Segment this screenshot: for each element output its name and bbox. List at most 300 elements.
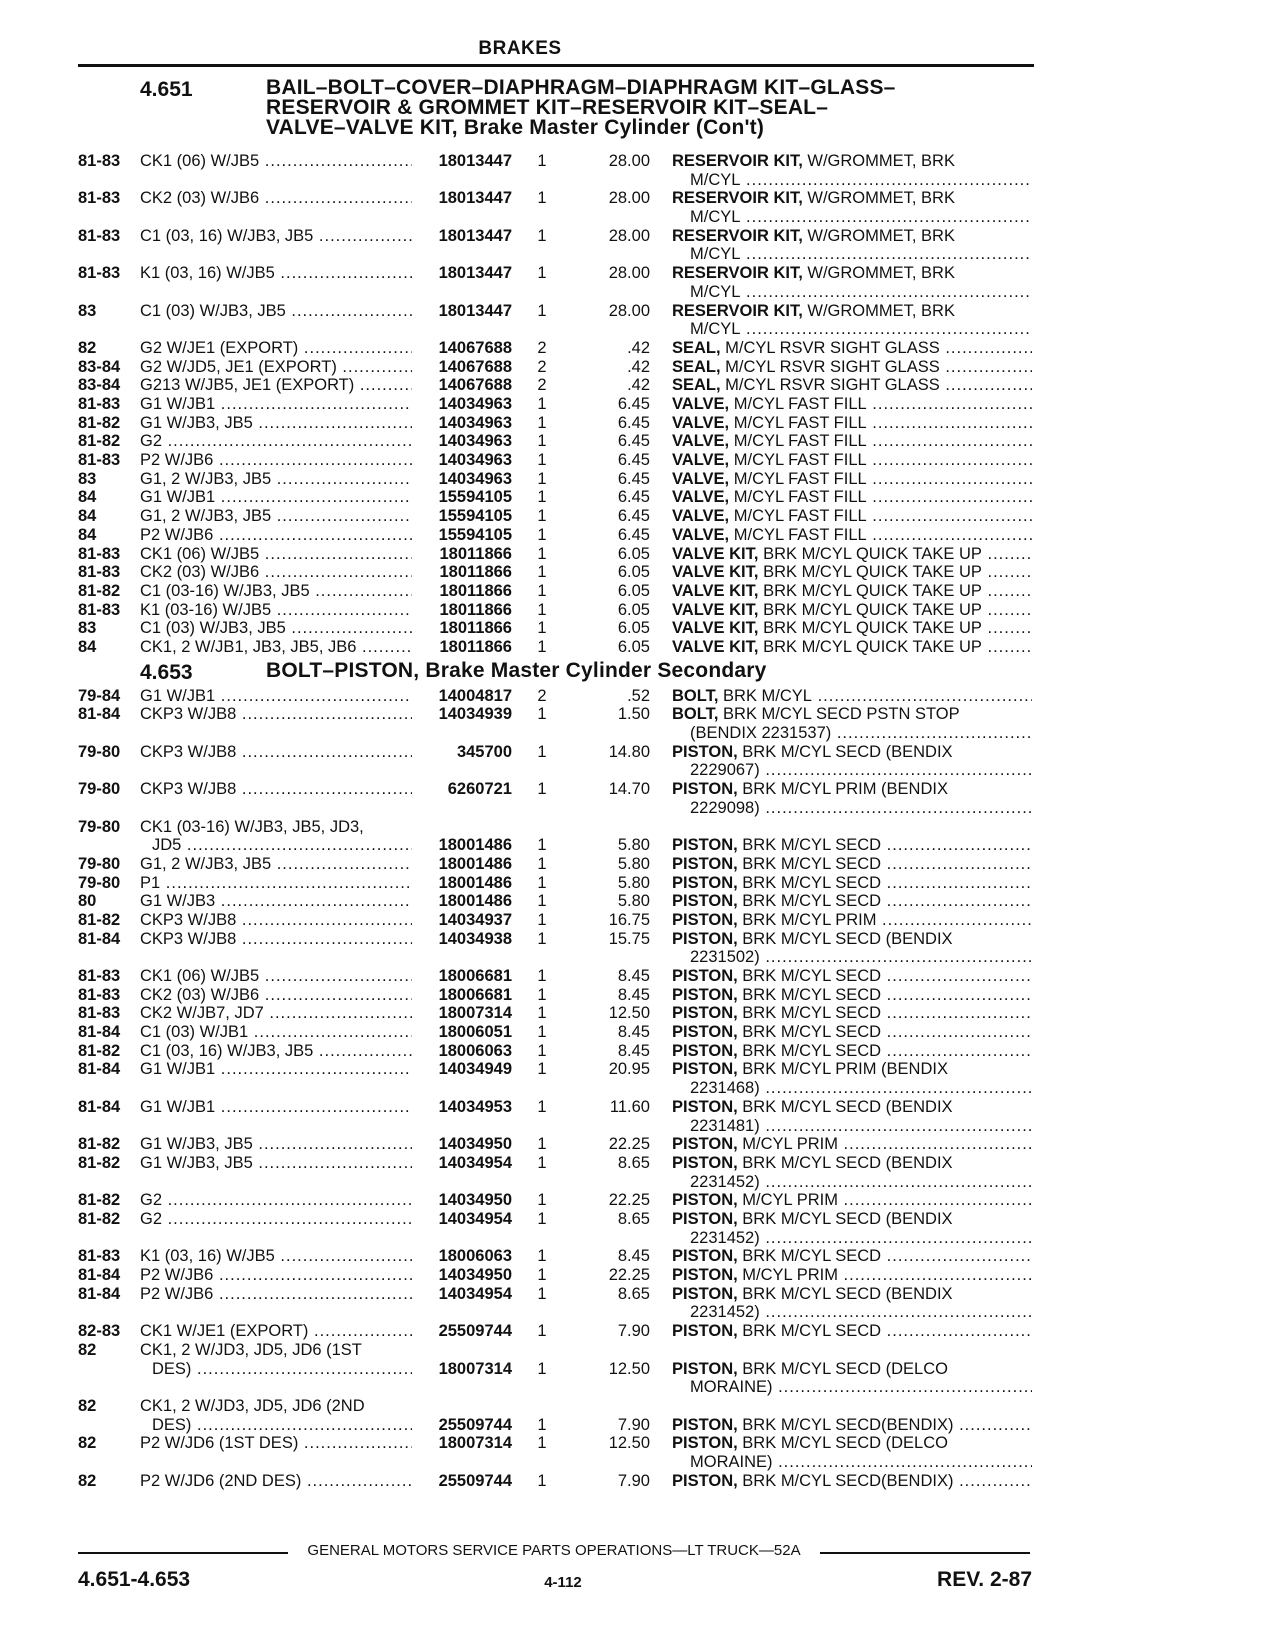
part-number: 18001486: [438, 892, 512, 911]
row-line-continued: [0, 1453, 1280, 1472]
application-desc: P2 W/JB6 .....: [140, 1285, 412, 1304]
model-years: 81-82: [78, 1041, 121, 1060]
table-row: [0, 1266, 1280, 1285]
section-title-line: BOLT–PISTON, Brake Master Cylinder Secondary: [266, 658, 767, 682]
model-years: 81-83: [78, 544, 121, 563]
table-row: [0, 358, 1280, 377]
page-title: BRAKES: [478, 38, 562, 59]
price: .52: [627, 686, 650, 705]
part-name-detail: BRK M/CYL SECD: [737, 967, 882, 986]
row-line: [0, 1397, 1280, 1416]
model-years: 81-83: [78, 264, 121, 283]
row-line-continued: [0, 761, 1280, 780]
part-number: 14067688: [438, 376, 512, 395]
part-name-detail: M/CYL PRIM: [737, 1135, 838, 1154]
part-name-detail: BRK M/CYL SECD: [737, 1041, 882, 1060]
row-line: [0, 1322, 1280, 1341]
model-years: 81-82: [78, 1210, 121, 1229]
price: 7.90: [617, 1322, 650, 1341]
application-desc: C1 (03) W/JB1 .....: [140, 1023, 412, 1042]
part-name-bold: PISTON,: [672, 854, 738, 873]
row-line: [0, 152, 1280, 171]
revision-date: REV. 2-87: [937, 1568, 1032, 1591]
application-desc: C1 (03, 16) W/JB3, JB5 .....: [140, 227, 412, 246]
quantity: 1: [537, 619, 547, 638]
table-row: [0, 743, 1280, 780]
model-years: 81-84: [78, 929, 121, 948]
part-name-bold: PISTON,: [672, 1284, 738, 1303]
model-years: 81-83: [78, 1247, 121, 1266]
application-desc: G1 W/JB1 .....: [140, 395, 412, 414]
application-desc: CK1 (03-16) W/JB3, JB5, JD3,: [140, 817, 364, 836]
part-name-bold: PISTON,: [672, 1135, 738, 1154]
section-heading: [0, 74, 1280, 152]
quantity: 1: [537, 189, 547, 208]
row-line-continued: [0, 948, 1280, 967]
quantity: 1: [537, 1041, 547, 1060]
part-number: 18007314: [438, 1359, 512, 1378]
table-row: [0, 1154, 1280, 1191]
application-desc: G1 W/JB3, JB5 .....: [140, 1135, 412, 1154]
price: 8.45: [617, 985, 650, 1004]
table-row: [0, 601, 1280, 620]
price: 6.45: [617, 395, 650, 414]
part-number: 25509744: [438, 1471, 512, 1490]
table-row: [0, 1060, 1280, 1097]
part-name-bold: PISTON,: [672, 1415, 738, 1434]
application-desc: C1 (03) W/JB3, JB5 .....: [140, 619, 412, 638]
application-desc: G1 W/JB1 .....: [140, 1060, 412, 1079]
row-line-continued: [0, 208, 1280, 227]
quantity: 1: [537, 1266, 547, 1285]
price: 8.65: [617, 1210, 650, 1229]
row-line: [0, 743, 1280, 762]
table-row: [0, 986, 1280, 1005]
part-number: 18011866: [439, 563, 512, 582]
row-line-continued: [0, 1378, 1280, 1397]
row-line: [0, 705, 1280, 724]
quantity: 1: [537, 525, 547, 544]
part-name-detail: M/CYL PRIM: [737, 1191, 838, 1210]
application-desc: CKP3 W/JB8 .....: [140, 743, 412, 762]
part-name-bold: PISTON,: [672, 1247, 738, 1266]
row-line-continued: [0, 283, 1280, 302]
part-name: [672, 526, 1032, 545]
quantity: 1: [537, 226, 547, 245]
price: 5.80: [617, 892, 650, 911]
row-line: [0, 563, 1280, 582]
price: 28.00: [608, 301, 650, 320]
quantity: 1: [537, 705, 547, 724]
row-line: [0, 874, 1280, 893]
table-row: [0, 1135, 1280, 1154]
table-row: [0, 1472, 1280, 1491]
part-name: [672, 488, 1032, 507]
row-line: [0, 1266, 1280, 1285]
quantity: 1: [537, 967, 547, 986]
quantity: 1: [537, 488, 547, 507]
part-name: [672, 705, 1032, 724]
part-name: [672, 1434, 1032, 1453]
quantity: 1: [537, 413, 547, 432]
part-name-bold: PISTON,: [672, 1004, 738, 1023]
section-number: 4.651: [140, 78, 193, 101]
application-desc: G1, 2 W/JB3, JB5 .....: [140, 855, 412, 874]
table-row: [0, 1285, 1280, 1322]
part-name: [672, 1247, 1032, 1266]
part-number: 18006063: [438, 1247, 512, 1266]
table-row: [0, 1210, 1280, 1247]
model-years: 83: [78, 469, 97, 488]
model-years: 81-83: [78, 152, 121, 170]
model-years: 80: [78, 892, 97, 911]
part-name-continued: 2231452) .....: [690, 1303, 1032, 1322]
model-years: 81-82: [78, 1191, 121, 1210]
part-name: [672, 470, 1032, 489]
part-number: 14034963: [438, 413, 512, 432]
model-years: 82: [78, 1396, 97, 1415]
part-number: 18011866: [439, 600, 512, 619]
quantity: 2: [537, 357, 547, 376]
table-row: [0, 705, 1280, 742]
application-desc: G1 W/JB1 .....: [140, 687, 412, 706]
part-number: 18001486: [438, 873, 512, 892]
price: 28.00: [608, 226, 650, 245]
part-name-detail: BRK M/CYL SECD: [737, 836, 882, 855]
price: 6.45: [617, 488, 650, 507]
model-years: 84: [78, 637, 97, 656]
row-line: [0, 1285, 1280, 1304]
part-name: [672, 638, 1032, 657]
part-name: [672, 1042, 1032, 1061]
part-number: 14034950: [438, 1266, 512, 1285]
footer-rule-left: [78, 1552, 288, 1554]
table-row: [0, 1322, 1280, 1341]
part-name-continued: 2231468) .....: [690, 1079, 1032, 1098]
price: 1.50: [617, 705, 650, 724]
price: 16.75: [608, 910, 650, 929]
row-line: [0, 687, 1280, 706]
part-name: [672, 358, 1032, 377]
part-name-bold: PISTON,: [672, 873, 738, 892]
quantity: 1: [537, 1060, 547, 1079]
model-years: 81-83: [78, 395, 121, 414]
part-name-bold: PISTON,: [672, 929, 738, 948]
model-years: 81-84: [78, 1023, 121, 1042]
model-years: 82: [78, 1471, 97, 1490]
price: 11.60: [609, 1097, 650, 1116]
application-desc: G2 W/JD5, JE1 (EXPORT) .....: [140, 358, 412, 377]
price: 14.80: [608, 742, 650, 761]
part-name: [672, 986, 1032, 1005]
footer-rule-right: [820, 1552, 1030, 1554]
quantity: 1: [537, 1153, 547, 1172]
part-name-bold: PISTON,: [672, 1359, 738, 1378]
part-number: 18007314: [438, 1434, 512, 1453]
row-line: [0, 376, 1280, 395]
quantity: 1: [537, 563, 547, 582]
part-name-detail: BRK M/CYL QUICK TAKE UP: [758, 637, 982, 656]
row-line-continued: [0, 320, 1280, 339]
part-name-bold: SEAL,: [672, 376, 721, 395]
part-name-detail: BRK M/CYL SECD: [737, 854, 882, 873]
model-years: 84: [78, 507, 97, 526]
part-name: [672, 432, 1032, 451]
section-number: 4.653: [140, 660, 193, 684]
part-number: 18013447: [438, 152, 512, 170]
quantity: 2: [537, 338, 547, 357]
table-row: [0, 1341, 1280, 1397]
part-name-detail: BRK M/CYL SECD (BENDIX: [737, 742, 953, 761]
row-line: [0, 967, 1280, 986]
footer-publisher: GENERAL MOTORS SERVICE PARTS OPERATIONS—LT TRUCK—52A: [307, 1542, 801, 1559]
row-line: [0, 1154, 1280, 1173]
quantity: 1: [537, 1135, 547, 1154]
part-name-bold: VALVE KIT,: [672, 600, 759, 619]
table-row: [0, 1042, 1280, 1061]
part-number: 18011866: [439, 637, 512, 656]
row-line-continued: [0, 1229, 1280, 1248]
application-desc: C1 (03, 16) W/JB3, JB5 .....: [140, 1042, 412, 1061]
part-name-bold: VALVE KIT,: [672, 581, 759, 600]
table-row: [0, 1023, 1280, 1042]
part-name: [672, 930, 1032, 949]
part-number: 14034963: [438, 432, 512, 451]
application-desc: G2 .....: [140, 432, 412, 451]
model-years: 82: [78, 1340, 97, 1359]
part-name-bold: RESERVOIR KIT,: [672, 152, 803, 170]
section-heading: [0, 657, 1280, 687]
part-name: [672, 1004, 1032, 1023]
part-name-detail: BRK M/CYL SECD (BENDIX: [737, 1284, 953, 1303]
part-name: [672, 563, 1032, 582]
application-desc: C1 (03-16) W/JB3, JB5 .....: [140, 582, 412, 601]
row-line: [0, 1060, 1280, 1079]
quantity: 1: [537, 873, 547, 892]
part-number: 14034937: [438, 910, 512, 929]
part-number: 18013447: [438, 189, 512, 208]
part-number: 18001486: [438, 836, 512, 855]
quantity: 1: [537, 600, 547, 619]
part-name-bold: PISTON,: [672, 1097, 738, 1116]
price: 28.00: [608, 189, 650, 208]
part-name-detail: BRK M/CYL SECD: [737, 985, 882, 1004]
model-years: 81-84: [78, 1097, 121, 1116]
row-line: [0, 227, 1280, 246]
row-line-continued: [0, 724, 1280, 743]
table-row: [0, 545, 1280, 564]
table-row: [0, 780, 1280, 817]
part-name: [672, 743, 1032, 762]
part-name: [672, 601, 1032, 620]
application-desc: K1 (03, 16) W/JB5 .....: [140, 1247, 412, 1266]
model-years: 84: [78, 488, 97, 507]
part-name: [672, 1266, 1032, 1285]
part-number: 18011866: [439, 619, 512, 638]
part-name-bold: RESERVOIR KIT,: [672, 189, 803, 208]
part-number: 6260721: [447, 780, 512, 799]
model-years: 81-83: [78, 226, 121, 245]
part-name-bold: VALVE KIT,: [672, 563, 759, 582]
price: 8.45: [617, 1023, 650, 1042]
row-line-continued: [0, 1079, 1280, 1098]
application-desc: G2 .....: [140, 1210, 412, 1229]
part-number: 15594105: [438, 507, 512, 526]
quantity: 1: [537, 1471, 547, 1490]
row-line-continued: [0, 1303, 1280, 1322]
part-name-continued: 2231452) .....: [690, 1173, 1032, 1192]
quantity: 1: [537, 985, 547, 1004]
part-number: 14034963: [438, 469, 512, 488]
part-number: 14067688: [438, 338, 512, 357]
application-desc: G213 W/JB5, JE1 (EXPORT) .....: [140, 376, 412, 395]
part-name-detail: M/CYL PRIM: [737, 1266, 838, 1285]
part-name: [672, 227, 1032, 246]
quantity: 1: [537, 1322, 547, 1341]
part-name-bold: PISTON,: [672, 910, 738, 929]
model-years: 83-84: [78, 357, 121, 376]
part-number: 18011866: [439, 581, 512, 600]
part-name-bold: PISTON,: [672, 1322, 738, 1341]
part-name-detail: BRK M/CYL PRIM: [737, 910, 877, 929]
quantity: 1: [537, 1247, 547, 1266]
quantity: 1: [537, 929, 547, 948]
part-name-detail: M/CYL RSVR SIGHT GLASS: [720, 357, 940, 376]
header-rule: [78, 64, 1034, 67]
table-row: [0, 911, 1280, 930]
part-name-detail: M/CYL RSVR SIGHT GLASS: [720, 338, 940, 357]
part-name-detail: BRK M/CYL SECD(BENDIX): [737, 1471, 954, 1490]
part-name-detail: M/CYL FAST FILL: [729, 488, 867, 507]
price: 6.05: [617, 600, 650, 619]
model-years: 79-80: [78, 873, 121, 892]
application-desc: G2 .....: [140, 1191, 412, 1210]
price: 5.80: [617, 873, 650, 892]
quantity: 1: [537, 152, 547, 170]
application-desc: G1, 2 W/JB3, JB5 .....: [140, 507, 412, 526]
part-name-bold: PISTON,: [672, 836, 738, 855]
model-years: 79-84: [78, 686, 121, 705]
price: 6.05: [617, 563, 650, 582]
part-number: 18006063: [438, 1041, 512, 1060]
price: 15.75: [608, 929, 650, 948]
application-desc: CK2 (03) W/JB6 .....: [140, 189, 412, 208]
part-number: 14034963: [438, 395, 512, 414]
part-name-continued: MORAINE) .....: [690, 1378, 1032, 1397]
table-row: [0, 892, 1280, 911]
application-desc: CK1, 2 W/JB1, JB3, JB5, JB6 .....: [140, 638, 412, 657]
part-name-bold: PISTON,: [672, 985, 738, 1004]
price: 8.45: [617, 1041, 650, 1060]
application-desc: G2 W/JE1 (EXPORT) .....: [140, 339, 412, 358]
part-name: [672, 836, 1032, 855]
part-number: 25509744: [438, 1322, 512, 1341]
part-number: 14034954: [438, 1284, 512, 1303]
table-row: [0, 507, 1280, 526]
part-name-bold: PISTON,: [672, 892, 738, 911]
price: 28.00: [608, 264, 650, 283]
application-desc: G1 W/JB3, JB5 .....: [140, 414, 412, 433]
part-name-detail: M/CYL FAST FILL: [729, 507, 867, 526]
model-years: 81-84: [78, 1266, 121, 1285]
row-line: [0, 507, 1280, 526]
row-line: [0, 911, 1280, 930]
part-number: 18001486: [438, 854, 512, 873]
price: 12.50: [608, 1434, 650, 1453]
application-desc: CK1, 2 W/JD3, JD5, JD6 (1ST: [140, 1340, 362, 1359]
price: 20.95: [608, 1060, 650, 1079]
row-line: [0, 1341, 1280, 1360]
row-line: [0, 1135, 1280, 1154]
price: 12.50: [608, 1359, 650, 1378]
table-row: [0, 432, 1280, 451]
model-years: 79-80: [78, 854, 121, 873]
part-number: 15594105: [438, 525, 512, 544]
part-number: 14034953: [438, 1097, 512, 1116]
part-name-bold: SEAL,: [672, 357, 721, 376]
part-name-detail: BRK M/CYL QUICK TAKE UP: [758, 563, 982, 582]
part-name-bold: VALVE KIT,: [672, 619, 759, 638]
quantity: 1: [537, 1191, 547, 1210]
part-name-bold: PISTON,: [672, 1023, 738, 1042]
table-row: [0, 451, 1280, 470]
table-row: [0, 1098, 1280, 1135]
application-desc: CK1 W/JE1 (EXPORT) .....: [140, 1322, 412, 1341]
row-line: [0, 358, 1280, 377]
part-number: 14004817: [438, 686, 512, 705]
model-years: 81-82: [78, 432, 121, 451]
part-number: 14034950: [438, 1191, 512, 1210]
row-line: [0, 264, 1280, 283]
row-line: [0, 582, 1280, 601]
part-name: [672, 967, 1032, 986]
model-years: 81-82: [78, 1153, 121, 1172]
table-row: [0, 414, 1280, 433]
part-name-detail: BRK M/CYL: [718, 686, 812, 705]
price: 6.45: [617, 413, 650, 432]
table-row: [0, 302, 1280, 339]
row-line: [0, 1098, 1280, 1117]
part-name-detail: W/GROMMET, BRK: [802, 301, 955, 320]
part-number: 14034949: [438, 1060, 512, 1079]
table-row: [0, 395, 1280, 414]
part-name-detail: M/CYL FAST FILL: [729, 395, 867, 414]
part-name-continued: 2229098) .....: [690, 799, 1032, 818]
row-line: [0, 451, 1280, 470]
part-name-continued: M/CYL .....: [690, 245, 1032, 264]
table-row: [0, 227, 1280, 264]
part-name-continued: (BENDIX 2231537) .....: [690, 724, 1032, 743]
price: 6.05: [617, 544, 650, 563]
quantity: 1: [537, 395, 547, 414]
application-desc-continued: JD5 .....: [152, 836, 412, 855]
part-name-continued: 2231502) .....: [690, 948, 1032, 967]
part-name-bold: PISTON,: [672, 1191, 738, 1210]
row-line: [0, 818, 1280, 837]
part-name-bold: VALVE,: [672, 432, 730, 451]
part-name-detail: BRK M/CYL PRIM (BENDIX: [737, 780, 948, 799]
quantity: 1: [537, 780, 547, 799]
row-line: [0, 432, 1280, 451]
application-desc: P2 W/JB6 .....: [140, 451, 412, 470]
price: 22.25: [608, 1135, 650, 1154]
model-years: 81-83: [78, 563, 121, 582]
part-number: 18006681: [438, 985, 512, 1004]
application-desc: CKP3 W/JB8 .....: [140, 780, 412, 799]
table-row: [0, 687, 1280, 706]
part-name-bold: PISTON,: [672, 1060, 738, 1079]
row-line: [0, 1247, 1280, 1266]
